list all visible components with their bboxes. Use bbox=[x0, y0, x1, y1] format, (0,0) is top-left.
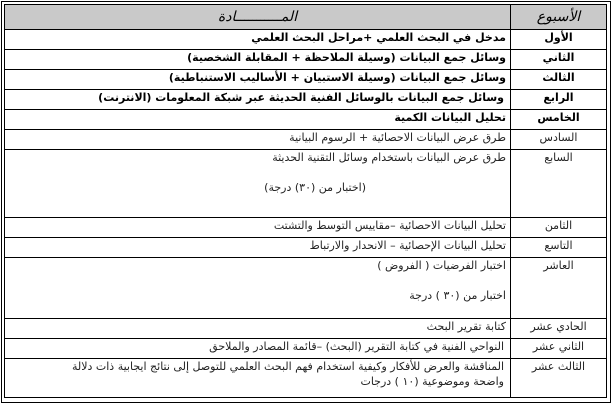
week-cell: الخامس bbox=[511, 109, 607, 129]
table-row bbox=[5, 319, 607, 339]
table-row bbox=[5, 49, 607, 69]
week-cell: الثالث عشر bbox=[511, 359, 607, 398]
header-row bbox=[5, 5, 607, 30]
table-row bbox=[5, 359, 607, 398]
week-column-header: الأسبوع bbox=[511, 5, 607, 30]
cell-spacer bbox=[9, 273, 506, 288]
table-row bbox=[5, 129, 607, 149]
topic-text: طرق عرض البيانات باستخدام وسائل التقنية الحديثة bbox=[272, 150, 506, 164]
table-row bbox=[5, 149, 607, 218]
topic-cell: تحليل البيانات الإحصائية – الانحدار والارتباط bbox=[5, 238, 511, 258]
topic-cell: كتابة تقرير البحث bbox=[5, 319, 511, 339]
table-row bbox=[5, 218, 607, 238]
week-cell: التاسع bbox=[511, 238, 607, 258]
topic-cell: تحليل البيانات الكمية bbox=[5, 109, 511, 129]
exam-note: (اختبار من (٣٠) درجة) bbox=[264, 180, 366, 194]
table-row bbox=[5, 69, 607, 89]
cell-spacer bbox=[9, 165, 506, 180]
table-row bbox=[5, 89, 607, 109]
week-cell: الثاني bbox=[511, 49, 607, 69]
topic-cell: النواحي الفنية في كتابة التقرير (البحث) –قائمة المصادر والملاحق bbox=[5, 339, 511, 359]
topic-cell: طرق عرض البيانات الاحصائية + الرسوم البيانية bbox=[5, 129, 511, 149]
table-row bbox=[5, 109, 607, 129]
topic-text: اختبار الفرضيات ( الفروض ) bbox=[377, 259, 506, 273]
topic-cell: وسائل جمع البيانات (وسيلة الملاحظة + المقابلة الشخصية) bbox=[5, 49, 511, 69]
topic-cell bbox=[5, 359, 511, 398]
topic-text-continued: واضحة وموضوعية (١٠ ) درجات bbox=[360, 375, 504, 389]
table-row bbox=[5, 30, 607, 50]
topic-cell bbox=[5, 258, 511, 319]
topic-cell: وسائل جمع البيانات بالوسائل الفنية الحديثة عبر شبكة المعلومات (الانترنت) bbox=[5, 89, 511, 109]
topic-cell bbox=[5, 149, 511, 218]
exam-note: اختبار من (٣٠ ) درجة bbox=[409, 289, 506, 303]
week-cell: السابع bbox=[511, 149, 607, 218]
week-cell: الثاني عشر bbox=[511, 339, 607, 359]
week-cell: السادس bbox=[511, 129, 607, 149]
topic-column-header: المـــــــــــادة bbox=[5, 5, 511, 30]
week-cell: الحادي عشر bbox=[511, 319, 607, 339]
topic-cell: وسائل جمع البيانات (وسيلة الاستبيان + الأساليب الاستنباطية) bbox=[5, 69, 511, 89]
week-cell: الرابع bbox=[511, 89, 607, 109]
week-cell: العاشر bbox=[511, 258, 607, 319]
week-cell: الأول bbox=[511, 30, 607, 50]
week-cell: الثامن bbox=[511, 218, 607, 238]
topic-cell: مدخل في البحث العلمي +مراحل البحث العلمي bbox=[5, 30, 511, 50]
week-cell: الثالث bbox=[511, 69, 607, 89]
topic-text: المناقشة والعرض للأفكار وكيفية استخدام فهم البحث العلمي للتوصل إلى نتائج ايجابية ذات دلالة bbox=[71, 360, 504, 374]
table-row bbox=[5, 238, 607, 258]
course-schedule-table bbox=[4, 4, 607, 398]
topic-cell: تحليل البيانات الاحصائية –مقاييس التوسط والتشتت bbox=[5, 218, 511, 238]
table-row bbox=[5, 258, 607, 319]
table-row bbox=[5, 339, 607, 359]
